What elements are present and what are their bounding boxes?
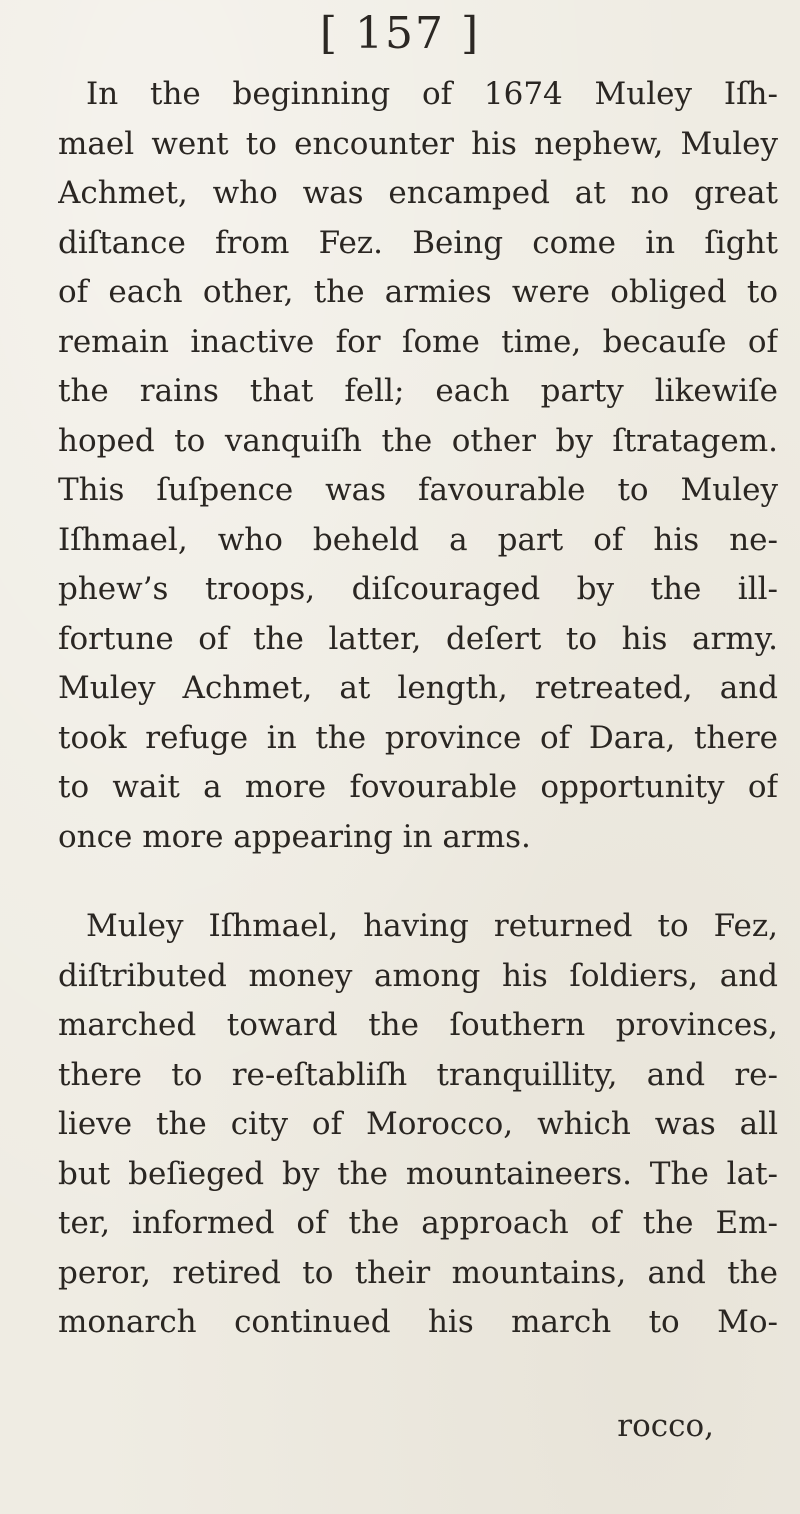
text-line: to wait a more fovourable opportunity of [58, 769, 778, 805]
text-line: there to re-eſtabliſh tranquillity, and re- [58, 1056, 778, 1093]
text-line: ter, informed of the approach of the Em- [58, 1205, 778, 1241]
text-line: Muley Achmet, at length, retreated, and [58, 670, 778, 706]
text-line: monarch continued his march to Mo- [58, 1304, 778, 1340]
text-line: lieve the city of Morocco, which was all [58, 1106, 778, 1142]
text-line: the rains that fell; each party likewiſe [58, 373, 778, 409]
text-line: phew’s troops, diſcouraged by the ill- [58, 571, 778, 607]
paragraph-2 [58, 902, 778, 1348]
paragraph-1 [58, 70, 778, 862]
body-text [58, 70, 778, 1348]
text-line: but beſieged by the mountaineers. The lat- [58, 1155, 778, 1192]
catchword: rocco, [617, 1408, 714, 1444]
text-line: Muley Iſhmael, having returned to Fez, [86, 908, 778, 944]
paragraph-gap [58, 862, 778, 902]
text-line: peror, retired to their mountains, and the [58, 1254, 778, 1291]
text-line: marched toward the ſouthern provinces, [58, 1007, 778, 1043]
text-line: diſtance from Fez. Being come in ſight [58, 224, 778, 261]
text-line: This ſuſpence was favourable to Muley [58, 472, 778, 508]
text-line: diſtributed money among his ſoldiers, and [58, 957, 778, 994]
text-line: mael went to encounter his nephew, Muley [58, 125, 778, 162]
text-line: hoped to vanquiſh the other by ſtratagem. [58, 422, 778, 459]
text-line: In the beginning of 1674 Muley Iſh- [86, 76, 778, 112]
text-line: Iſhmael, who beheld a part of his ne- [58, 521, 778, 558]
text-line: Achmet, who was encamped at no great [58, 175, 778, 211]
text-line: of each other, the armies were obliged to [58, 274, 778, 310]
text-line: took refuge in the province of Dara, there [58, 719, 778, 756]
page-number: [ 157 ] [319, 8, 481, 59]
text-line: fortune of the latter, deſert to his army. [58, 620, 778, 657]
text-line: once more appearing in arms. [58, 818, 531, 855]
text-line: remain inactive for ſome time, becauſe of [58, 323, 778, 360]
